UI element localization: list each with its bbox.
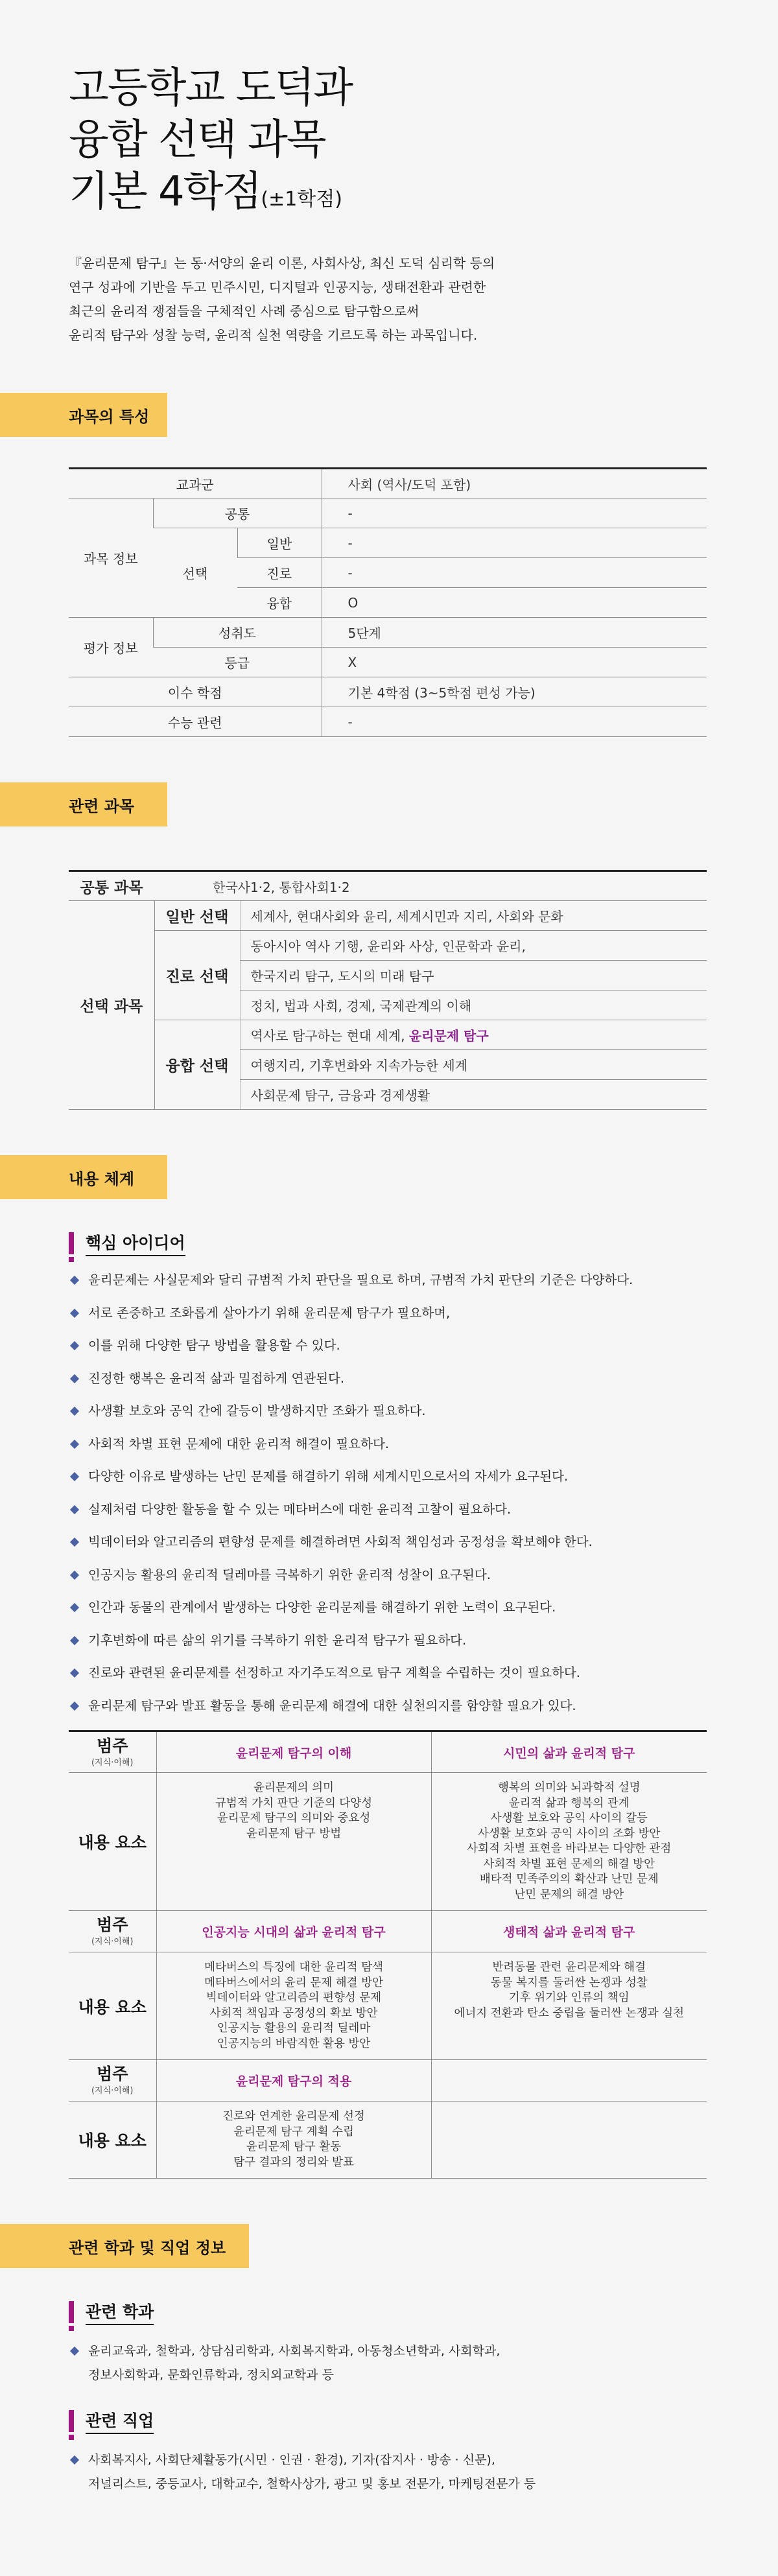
section-header-content: 내용 체계 (0, 1155, 167, 1199)
list-item-text (88, 2448, 536, 2496)
eval-info-label: 평가 정보 (69, 618, 153, 677)
table-row (69, 648, 707, 677)
fusion-value-highlight: 윤리문제 탐구 (408, 1028, 489, 1044)
category-title: 생태적 삶과 윤리적 탐구 (431, 1911, 707, 1952)
grade-value: X (322, 648, 707, 677)
job-line: 저널리스트, 중등교사, 대학교수, 철학사상가, 광고 및 홍보 전문가, 마케팅전문가 등 (88, 2477, 536, 2491)
diamond-bullet-icon (70, 1439, 79, 1448)
title-credits: 기본 4학점 (69, 168, 261, 216)
list-item (69, 1698, 717, 1714)
diamond-bullet-icon (70, 1341, 79, 1350)
list-item-text (88, 2339, 500, 2387)
diamond-bullet-icon (70, 1472, 79, 1481)
element-item: 행복의 의미와 뇌과학적 설명 (497, 1781, 641, 1794)
exclamation-icon (69, 1232, 74, 1254)
general-elective-value: 세계사, 현대사회와 윤리, 세계시민과 지리, 사회와 문화 (240, 901, 707, 931)
list-item-text: 사생활 보호와 공익 간에 갈등이 발생하지만 조화가 필요하다. (88, 1403, 426, 1418)
intro-line: 『윤리문제 탐구』는 동·서양의 윤리 이론, 사회사상, 최신 도덕 심리학 등의 (69, 255, 495, 271)
list-item-text: 실제처럼 다양한 활동을 할 수 있는 메타버스에 대한 윤리적 고찰이 필요하다. (88, 1501, 512, 1517)
list-item (69, 1665, 717, 1681)
table-row (69, 2102, 707, 2179)
diamond-bullet-icon (70, 1701, 79, 1710)
element-item: 윤리문제 탐구 계획 수립 (233, 2125, 354, 2138)
list-item (69, 1534, 717, 1550)
core-ideas-heading (69, 1230, 778, 1256)
diamond-bullet-icon (70, 1308, 79, 1317)
credits-value: 기본 4학점 (3~5학점 편성 가능) (322, 677, 707, 707)
list-item-text: 인간과 동물의 관계에서 발생하는 다양한 윤리문제를 해결하기 위한 노력이 요구된다. (88, 1600, 556, 1615)
fusion-label: 융합 (237, 588, 322, 618)
element-item: 배타적 민족주의의 확산과 난민 문제 (479, 1873, 659, 1886)
list-item-text: 사회적 차별 표현 문제에 대한 윤리적 해결이 필요하다. (88, 1436, 390, 1451)
elements-list (431, 1773, 707, 1911)
category-title: 윤리문제 탐구의 적용 (156, 2060, 431, 2102)
table-row (69, 1773, 707, 1911)
list-item-text: 윤리문제는 사실문제와 달리 규범적 가치 판단을 필요로 하며, 규범적 가치 판단의 기준은 다양하다. (88, 1272, 633, 1287)
intro-line: 연구 성과에 기반을 두고 민주시민, 디지털과 인공지능, 생태전환과 관련한 (69, 279, 486, 295)
element-item: 동물 복지를 둘러싼 논쟁과 성찰 (490, 1976, 648, 1989)
list-item-text: 진로와 관련된 윤리문제를 선정하고 자기주도적으로 탐구 계획을 수립하는 것이 필요하다. (88, 1665, 580, 1680)
element-item: 에너지 전환과 탄소 중립을 둘러싼 논쟁과 실천 (454, 2006, 685, 2020)
achievement-label: 성취도 (153, 618, 322, 648)
element-item: 윤리문제의 의미 (253, 1781, 334, 1794)
element-item: 반려동물 관련 윤리문제와 해결 (492, 1961, 646, 1974)
jobs-heading (69, 2408, 778, 2434)
elements-list (156, 1952, 431, 2060)
core-ideas-list (69, 1272, 717, 1714)
general-value: - (322, 528, 707, 558)
common-subjects-label: 공통 과목 (69, 871, 154, 901)
intro-text (69, 252, 717, 347)
category-title: 시민의 삶과 윤리적 탐구 (431, 1731, 707, 1773)
elements-list-empty (431, 2102, 707, 2179)
list-item (69, 2448, 717, 2496)
element-item: 사생활 보호와 공익 사이의 조화 방안 (478, 1827, 661, 1840)
achievement-value: 5단계 (322, 618, 707, 648)
table-row (69, 1911, 707, 1952)
element-item: 윤리문제 탐구 방법 (246, 1827, 342, 1840)
list-item (69, 1305, 717, 1321)
category-title: 윤리문제 탐구의 이해 (156, 1731, 431, 1773)
list-item (69, 1436, 717, 1452)
common-label: 공통 (153, 498, 322, 528)
list-item (69, 1567, 717, 1583)
table-row (69, 1952, 707, 2060)
jobs-list (69, 2448, 717, 2496)
csat-label: 수능 관련 (69, 707, 322, 737)
career-elective-label: 진로 선택 (154, 931, 240, 1020)
features-table (69, 467, 707, 737)
departments-title: 관련 학과 (86, 2299, 154, 2325)
hero (0, 0, 778, 347)
list-item-text: 윤리문제 탐구와 발표 활동을 통해 윤리문제 해결에 대한 실천의지를 함양할 필요가 있다. (88, 1698, 576, 1713)
table-row (69, 931, 707, 961)
table-row (69, 618, 707, 648)
content-elements-table (69, 1730, 707, 2179)
table-row (69, 1731, 707, 1773)
general-label: 일반 (237, 528, 322, 558)
list-item-text: 이를 위해 다양한 탐구 방법을 활용할 수 있다. (88, 1338, 340, 1353)
departments-list (69, 2339, 717, 2387)
diamond-bullet-icon (70, 1538, 79, 1547)
jobs-title: 관련 직업 (86, 2408, 154, 2434)
category-label: 범주 (97, 1915, 128, 1934)
course-info-label: 과목 정보 (69, 498, 153, 618)
career-elective-value: 정치, 법과 사회, 경제, 국제관계의 이해 (240, 990, 707, 1020)
list-item (69, 1468, 717, 1484)
elements-label: 내용 요소 (69, 1773, 156, 1911)
category-sub-label: (지식·이해) (91, 2086, 134, 2096)
fusion-elective-value (240, 1020, 707, 1050)
list-item (69, 1599, 717, 1615)
title-line-3 (69, 166, 778, 226)
fusion-value-prefix: 역사로 탐구하는 현대 세계, (250, 1028, 409, 1044)
credits-label: 이수 학점 (69, 677, 322, 707)
diamond-bullet-icon (70, 1669, 79, 1678)
common-value: - (322, 498, 707, 528)
list-item-text: 진정한 행복은 윤리적 삶과 밀접하게 연관된다. (88, 1370, 345, 1386)
table-row (69, 871, 707, 901)
element-item: 난민 문제의 해결 방안 (514, 1888, 624, 1901)
list-item-text: 서로 존중하고 조화롭게 살아가기 위해 윤리문제 탐구가 필요하며, (88, 1305, 451, 1320)
category-sub-label: (지식·이해) (91, 1757, 134, 1768)
category-label: 범주 (97, 1736, 128, 1755)
exclamation-icon (69, 2301, 74, 2323)
elements-label: 내용 요소 (69, 1952, 156, 2060)
csat-value: - (322, 707, 707, 737)
element-item: 사생활 보호와 공익 사이의 갈등 (490, 1812, 648, 1825)
diamond-bullet-icon (70, 2455, 79, 2465)
table-row (69, 498, 707, 528)
job-line: 사회복지사, 사회단체활동가(시민 · 인권 · 환경), 기자(잡지사 · 방송 · 신문), (88, 2453, 495, 2467)
dept-line: 정보사회학과, 문화인류학과, 정치외교학과 등 (88, 2368, 334, 2382)
elements-list (156, 1773, 431, 1911)
diamond-bullet-icon (70, 1603, 79, 1612)
fusion-elective-value: 사회문제 탐구, 금융과 경제생활 (240, 1080, 707, 1110)
diamond-bullet-icon (70, 2347, 79, 2356)
fusion-elective-label: 융합 선택 (154, 1020, 240, 1110)
fusion-elective-value: 여행지리, 기후변화와 지속가능한 세계 (240, 1050, 707, 1080)
elements-list (156, 2102, 431, 2179)
list-item-text: 빅데이터와 알고리즘의 편향성 문제를 해결하려면 사회적 책임성과 공정성을 확보해야 한다. (88, 1534, 593, 1549)
table-row (69, 707, 707, 737)
table-row (69, 528, 707, 558)
element-item: 메타버스에서의 윤리 문제 해결 방안 (204, 1976, 383, 1989)
list-item (69, 1337, 717, 1353)
table-row (69, 901, 707, 931)
related-subjects-table (69, 870, 707, 1110)
element-item: 윤리적 삶과 행복의 관계 (508, 1796, 630, 1810)
element-item: 윤리문제 탐구 활동 (246, 2140, 342, 2153)
exclamation-icon (69, 2410, 74, 2432)
list-item (69, 1632, 717, 1648)
career-elective-value: 한국지리 탐구, 도시의 미래 탐구 (240, 961, 707, 990)
element-item: 메타버스의 특징에 대한 윤리적 탐색 (204, 1961, 383, 1974)
category-label: 범주 (97, 2065, 128, 2083)
section-header-features: 과목의 특성 (0, 393, 167, 437)
category-header (69, 2060, 156, 2102)
table-row (69, 677, 707, 707)
category-header (69, 1731, 156, 1773)
diamond-bullet-icon (70, 1635, 79, 1645)
title-line-1: 고등학교 도덕과 (69, 64, 353, 112)
list-item-text: 인공지능 활용의 윤리적 딜레마를 극복하기 위한 윤리적 성찰이 요구된다. (88, 1567, 491, 1582)
element-item: 사회적 차별 표현 문제의 해결 방안 (483, 1857, 655, 1871)
career-value: - (322, 558, 707, 588)
element-item: 사회적 차별 표현을 바라보는 다양한 관점 (467, 1842, 672, 1855)
intro-line: 최근의 윤리적 쟁점들을 구체적인 사례 중심으로 탐구함으로써 (69, 303, 419, 319)
list-item (69, 1272, 717, 1288)
element-item: 사회적 책임과 공정성의 확보 방안 (209, 2006, 378, 2020)
core-ideas-title: 핵심 아이디어 (86, 1230, 185, 1256)
diamond-bullet-icon (70, 1505, 79, 1514)
list-item-text: 기후변화에 따른 삶의 위기를 극복하기 위한 윤리적 탐구가 필요하다. (88, 1632, 467, 1648)
list-item-text: 다양한 이유로 발생하는 난민 문제를 해결하기 위해 세계시민으로서의 자세가 요구된다. (88, 1469, 569, 1484)
elective-subjects-label: 선택 과목 (69, 901, 154, 1110)
element-item: 윤리문제 탐구의 의미와 중요성 (217, 1812, 371, 1825)
elements-list (431, 1952, 707, 2060)
list-item (69, 2339, 717, 2387)
element-item: 기후 위기와 인류의 책임 (508, 1991, 630, 2004)
title-credits-suffix: (±1학점) (261, 188, 342, 211)
diamond-bullet-icon (70, 1374, 79, 1383)
element-item: 탐구 결과의 정리와 발표 (233, 2155, 354, 2169)
element-item: 규범적 가치 판단 기준의 다양성 (215, 1796, 372, 1810)
element-item: 빅데이터와 알고리즘의 편향성 문제 (206, 1991, 382, 2004)
departments-heading (69, 2299, 778, 2325)
dept-line: 윤리교육과, 철학과, 상담심리학과, 사회복지학과, 아동청소년학과, 사회학과, (88, 2344, 501, 2358)
table-row (69, 469, 707, 498)
list-item (69, 1403, 717, 1419)
general-elective-label: 일반 선택 (154, 901, 240, 931)
element-item: 인공지능 활용의 윤리적 딜레마 (217, 2022, 371, 2035)
category-title (431, 2060, 707, 2102)
elective-label: 선택 (153, 528, 237, 618)
list-item (69, 1370, 717, 1387)
common-subjects-value: 한국사1·2, 통합사회1·2 (154, 871, 707, 901)
title-line-2: 융합 선택 과목 (69, 116, 325, 164)
diamond-bullet-icon (70, 1407, 79, 1416)
category-header (69, 1911, 156, 1952)
list-item (69, 1501, 717, 1517)
career-label: 진로 (237, 558, 322, 588)
category-title: 인공지능 시대의 삶과 윤리적 탐구 (156, 1911, 431, 1952)
table-row (69, 2060, 707, 2102)
diamond-bullet-icon (70, 1276, 79, 1285)
grade-label: 등급 (153, 648, 322, 677)
career-elective-value: 동아시아 역사 기행, 윤리와 사상, 인문학과 윤리, (240, 931, 707, 961)
element-item: 인공지능의 바람직한 활용 방안 (217, 2037, 371, 2050)
subject-group-value: 사회 (역사/도덕 포함) (322, 469, 707, 498)
table-row (69, 1020, 707, 1050)
section-header-related: 관련 과목 (0, 782, 167, 826)
fusion-value: O (322, 588, 707, 618)
intro-line: 윤리적 탐구와 성찰 능력, 윤리적 실천 역량을 기르도록 하는 과목입니다. (69, 327, 478, 343)
diamond-bullet-icon (70, 1570, 79, 1579)
section-header-careers: 관련 학과 및 직업 정보 (0, 2224, 249, 2268)
category-sub-label: (지식·이해) (91, 1937, 134, 1947)
elements-label: 내용 요소 (69, 2102, 156, 2179)
element-item: 진로와 연계한 윤리문제 선정 (222, 2110, 365, 2123)
page-title (69, 62, 778, 226)
subject-group-label: 교과군 (69, 469, 322, 498)
